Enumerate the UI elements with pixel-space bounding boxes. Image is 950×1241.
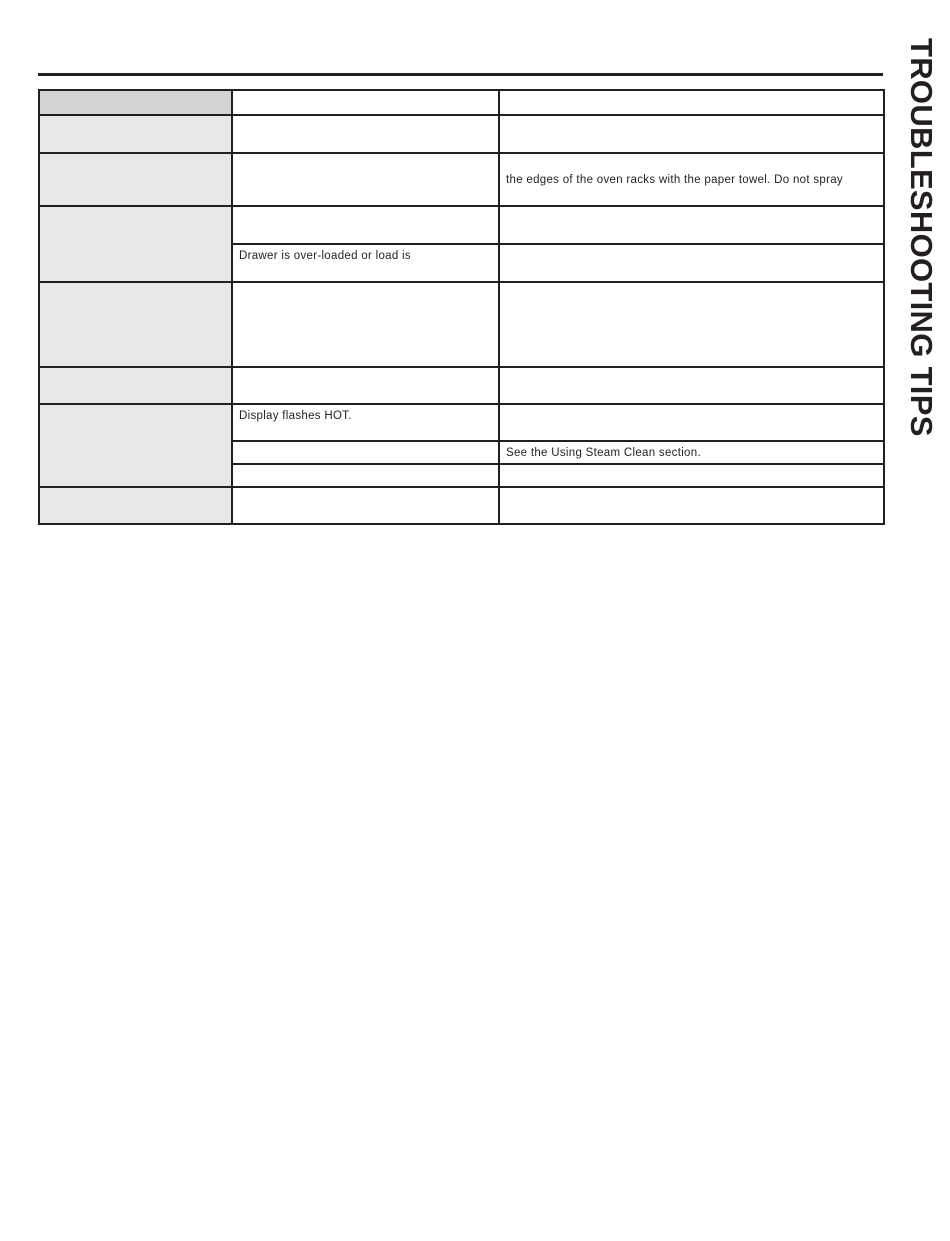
action-cell: the edges of the oven racks with the paper towel. Do not spray: [499, 153, 884, 206]
troubleshooting-table: [38, 89, 885, 525]
cause-cell: [232, 206, 499, 244]
header-rule: [38, 73, 883, 76]
action-cell: [499, 487, 884, 524]
problem-cell: [39, 153, 232, 206]
action-header: [499, 90, 884, 115]
problem-cell: [39, 404, 232, 487]
action-cell: [499, 115, 884, 153]
action-cell: [499, 206, 884, 244]
problem-cell: [39, 367, 232, 404]
cause-cell: Drawer is over-loaded or load is: [232, 244, 499, 282]
action-cell: [499, 404, 884, 441]
cause-cell: [232, 464, 499, 487]
cause-cell: [232, 367, 499, 404]
cause-header: [232, 90, 499, 115]
cause-cell: [232, 441, 499, 464]
action-cell: [499, 282, 884, 367]
table-row: [39, 404, 884, 441]
table-row: [39, 487, 884, 524]
action-cell: [499, 464, 884, 487]
cause-cell: Display flashes HOT.: [232, 404, 499, 441]
problem-cell: [39, 487, 232, 524]
cause-cell: [232, 282, 499, 367]
cause-cell: [232, 115, 499, 153]
problem-cell: [39, 115, 232, 153]
cause-cell: [232, 153, 499, 206]
action-cell: [499, 367, 884, 404]
section-title: TROUBLESHOOTING TIPS: [904, 38, 939, 437]
table-row: [39, 282, 884, 367]
table-row: [39, 206, 884, 244]
table-row: [39, 153, 884, 206]
table-row: [39, 115, 884, 153]
action-cell: [499, 244, 884, 282]
problem-cell: [39, 206, 232, 282]
problem-cell: [39, 282, 232, 367]
cause-cell: [232, 487, 499, 524]
table-row: [39, 367, 884, 404]
action-cell: See the Using Steam Clean section.: [499, 441, 884, 464]
table-header-row: [39, 90, 884, 115]
problem-header: [39, 90, 232, 115]
